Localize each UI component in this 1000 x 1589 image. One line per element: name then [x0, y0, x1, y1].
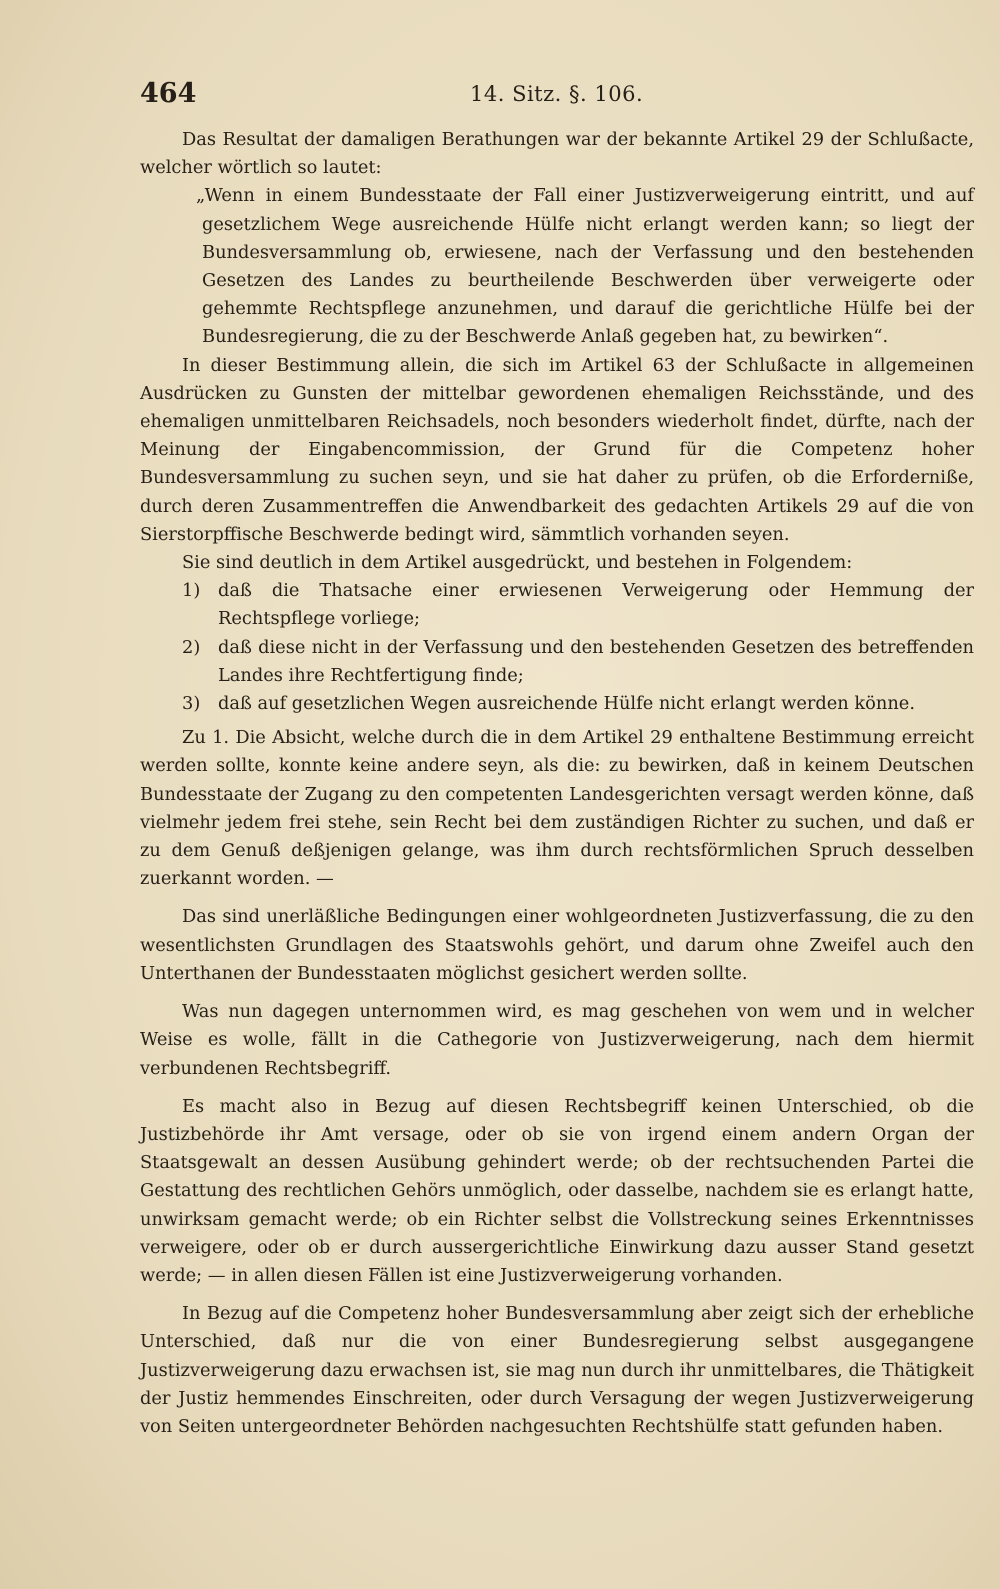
page-header	[140, 78, 974, 122]
list-text: daß auf gesetzlichen Wegen ausreichende Hülfe nicht erlangt werden könne.	[218, 693, 915, 715]
list-text: daß diese nicht in der Verfassung und den bestehenden Gesetzen des betreffenden Landes ihre Rechtfertigung finde;	[218, 636, 974, 686]
paragraph: In Bezug auf die Competenz hoher Bundesversammlung aber zeigt sich der erhebliche Unterschied, daß nur die von einer Bundesregierung selbst ausgegangene Justizverweigerung dazu erwachsen ist, sie mag nun durch ihr unmittelbares, die Thätigkeit der Justiz hemmendes Einschreiten, oder durch Versagung der wegen Justizverweigerung von Seiten untergeordneter Behörden nachgesuchten Rechtshülfe statt gefunden haben.	[140, 1303, 974, 1437]
paragraph: Was nun dagegen unternommen wird, es mag geschehen von wem und in welcher Weise es wolle, fällt in die Cathegorie von Justizverweigerung, nach dem hiermit verbundenen Rechtsbegriff.	[140, 1001, 974, 1079]
list-item	[140, 634, 974, 690]
list-number: 2)	[182, 636, 201, 658]
quoted-article: „Wenn in einem Bundesstaate der Fall einer Justizverweigerung eintritt, und auf gesetzlichem Wege ausreichende Hülfe nicht erlangt werden kann; so liegt der Bundesversammlung ob, erwiesene, nach der Verfassung und den bestehenden Gesetzen des Landes zu beurtheilende Beschwerden über verweigerte oder gehemmte Rechtspflege anzunehmen, und darauf die gerichtliche Hülfe bei der Bundesregierung, die zu der Beschwerde Anlaß gegeben hat, zu bewirken“.	[196, 185, 974, 348]
list-item	[140, 690, 974, 718]
paragraph: In dieser Bestimmung allein, die sich im Artikel 63 der Schlußacte in allgemeinen Ausdrücken zu Gunsten der mittelbar gewordenen ehemaligen Reichsstände, und des ehemaligen unmittelbaren Reichsadels, noch besonders wiederholt findet, dürfte, nach der Meinung der Eingabencommission, der Grund für die Competenz hoher Bundesversammlung zu suchen seyn, und sie hat daher zu prüfen, ob die Erforderniße, durch deren Zusammentreffen die Anwendbarkeit des gedachten Artikels 29 auf die von Sierstorpffische Beschwerde bedingt wird, sämmtlich vorhanden seyen.	[140, 354, 974, 545]
running-head: 14. Sitz. §. 106.	[470, 82, 644, 106]
paragraph: Es macht also in Bezug auf diesen Rechtsbegriff keinen Unterschied, ob die Justizbehörde ihr Amt versage, oder ob sie von irgend einem andern Organ der Staatsgewalt an dessen Ausübung gehindert werde; ob der rechtsuchenden Partei die Gestattung des rechtlichen Gehörs unmöglich, oder dasselbe, nachdem sie es erlangt hatte, unwirksam gemacht werde; ob ein Richter selbst die Vollstreckung seines Erkenntnisses verweigere, oder ob er durch aussergerichtliche Einwirkung dazu ausser Stand gesetzt werde; — in allen diesen Fällen ist eine Justizverweigerung vorhanden.	[140, 1095, 974, 1286]
paragraph: Sie sind deutlich in dem Artikel ausgedrückt, und bestehen in Folgendem:	[182, 552, 853, 574]
page-number: 464	[140, 78, 197, 109]
paragraph: Das Resultat der damaligen Berathungen war der bekannte Artikel 29 der Schlußacte, welcher wörtlich so lautet:	[140, 129, 974, 179]
list-item	[140, 577, 974, 633]
list-number: 1)	[182, 580, 201, 602]
paragraph: Zu 1. Die Absicht, welche durch die in dem Artikel 29 enthaltene Bestimmung erreicht werden sollte, konnte keine andere seyn, als die: zu bewirken, daß in keinem Deutschen Bundesstaate der Zugang zu den competenten Landesgerichten versagt werden könne, daß vielmehr jedem frei stehe, sein Recht bei dem zuständigen Richter zu suchen, und daß er zu dem Genuß deßjenigen gelange, was ihm durch rechtsförmlichen Spruch desselben zuerkannt worden. —	[140, 727, 974, 890]
paragraph: Das sind unerläßliche Bedingungen einer wohlgeordneten Justizverfassung, die zu den wesentlichsten Grundlagen des Staatswohls gehört, und darum ohne Zweifel auch den Unterthanen der Bundesstaaten möglichst gesichert werden sollte.	[140, 906, 974, 984]
body-text	[140, 126, 974, 1441]
list-text: daß die Thatsache einer erwiesenen Verweigerung oder Hemmung der Rechtspflege vorliege;	[218, 580, 974, 630]
list-number: 3)	[182, 693, 201, 715]
